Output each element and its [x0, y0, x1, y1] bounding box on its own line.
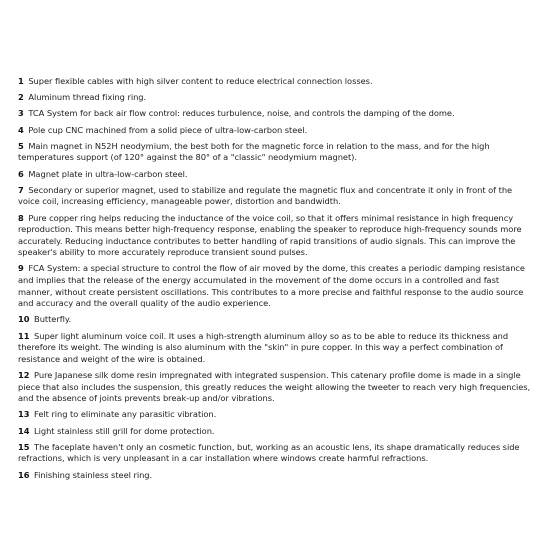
item-number: 16 [18, 469, 30, 480]
item-text: Super light aluminum voice coil. It uses a high-strength aluminum alloy so as to be able to reduce its thickness and therefore its weight. The winding is also aluminum with the "skin" in pure copper. In this way a perfect combination of resistance and weight of the wire is obtained. [18, 330, 509, 364]
list-item [18, 141, 536, 164]
item-text: Super flexible cables with high silver content to reduce electrical connection losses. [28, 76, 373, 86]
list-item [18, 370, 536, 405]
item-text: Pole cup CNC machined from a solid piece of ultra-low-carbon steel. [28, 124, 308, 135]
item-number: 14 [18, 425, 30, 436]
item-number: 3 [18, 108, 24, 119]
item-text: Felt ring to eliminate any parasitic vibration. [34, 409, 217, 420]
item-number: 12 [18, 370, 30, 380]
item-text: Light stainless still grill for dome protection. [34, 425, 215, 436]
item-number: 2 [18, 92, 24, 103]
item-number: 11 [18, 330, 30, 341]
item-text: Pure Japanese silk dome resin impregnated with integrated suspension. This catenary profile dome is made in a single piece that also includes the suspension, this greatly reduces the weight allowing the tweeter to reach very high frequencies, and the absence of joints prevents break-up and/or vibrations. [18, 370, 531, 404]
list-item [18, 470, 536, 482]
item-text: TCA System for back air flow control: reduces turbulence, noise, and controls the damping of the dome. [28, 108, 455, 119]
item-number: 9 [18, 263, 24, 274]
list-item [18, 76, 536, 88]
item-number: 13 [18, 409, 30, 420]
list-item [18, 108, 536, 120]
item-number: 1 [18, 76, 24, 86]
item-text: Magnet plate in ultra-low-carbon steel. [28, 168, 188, 179]
list-item [18, 409, 536, 421]
list-item [18, 185, 536, 208]
item-text: Main magnet in N52H neodymium, the best both for the magnetic force in relation to the mass, and for the high temperatures support (of 120° against the 80° of a "classic" neodymium magnet). [18, 140, 490, 163]
list-item [18, 125, 536, 137]
item-number: 4 [18, 124, 24, 135]
list-item [18, 169, 536, 181]
list-item [18, 263, 536, 309]
item-text: Aluminum thread fixing ring. [28, 92, 147, 103]
item-number: 7 [18, 184, 24, 195]
item-text: Secondary or superior magnet, used to stabilize and regulate the magnetic flux and concentrate it only in front of the voice coil, increasing efficiency, manageable power, distortion and bandwidth. [18, 184, 513, 207]
item-number: 6 [18, 168, 24, 179]
item-text: FCA System: a special structure to control the flow of air moved by the dome, this creates a periodic damping resistance and implies that the release of the energy accumulated in the movement of the dome occurs in a controlled and fast manner, without create persistent oscillations. This contributes to a more precise and faithful response to the audio source and accuracy and the overall quality of the audio experience. [18, 263, 525, 309]
parts-description-list [18, 76, 536, 486]
list-item [18, 331, 536, 366]
item-number: 10 [18, 314, 30, 325]
list-item [18, 213, 536, 259]
item-number: 5 [18, 140, 24, 151]
item-text: The faceplate haven't only an cosmetic function, but, working as an acoustic lens, its shape dramatically reduces side refractions, which is very unpleasant in a car installation where windows create harmful refractions. [18, 441, 520, 464]
list-item [18, 314, 536, 326]
list-item [18, 442, 536, 465]
list-item [18, 426, 536, 438]
list-item [18, 92, 536, 104]
item-text: Pure copper ring helps reducing the inductance of the voice coil, so that it offers minimal resistance in high frequency reproduction. This means better high-frequency response, enabling the speaker to reproduce high-frequency sounds more accurately. Reducing inductance contributes to better handling of rapid transitions of audio signals. This can improve the speaker's ability to more accurately reproduce transient sound pulses. [18, 212, 522, 258]
item-number: 8 [18, 212, 24, 223]
item-text: Finishing stainless steel ring. [34, 469, 153, 480]
item-number: 15 [18, 441, 30, 452]
item-text: Butterfly. [34, 314, 72, 325]
